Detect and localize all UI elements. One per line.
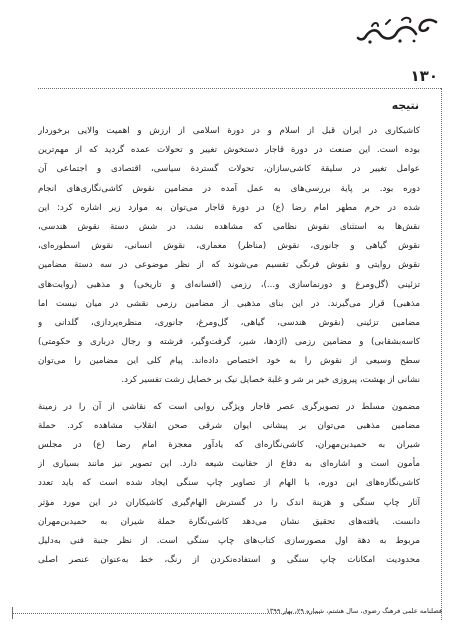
paragraph-2 <box>38 398 420 571</box>
text-line: آثار چاپ سنگی و هزینة اندک را در گسترش الهام‌گیری کاشیکاران در این مورد مؤثر <box>38 497 420 508</box>
journal-logo <box>356 14 442 48</box>
margin-divider <box>441 88 442 620</box>
text-line: بوده است. این صنعت در دورة قاجار دستخوش تغییر و تحولات عمده گردید که از مهم‌ترین <box>38 145 420 156</box>
page-footer <box>12 607 442 619</box>
text-line: کاشیکاری در ایران قبل از اسلام و در دورة اسلامی از ارزش و اهمیت والایی برخوردار <box>38 126 420 136</box>
section-heading: نتیجه <box>391 99 419 112</box>
journal-citation: فصلنامه علمی فرهنگ رضوی، سال هشتم، شماره ۲۹، بهار ۱۳۹۹ <box>266 607 442 615</box>
page-number: ۱۳۰ <box>410 67 438 85</box>
text-line: مربوط به دهة اول مصورسازی کتاب‌های چاپ سنگی است. از نظر جنبة فنی به‌دلیل <box>38 535 420 546</box>
text-line: محدودیت امکانات چاپ سنگی و استفاده‌نکردن از رنگ، خط به‌عنوان عنصر اصلی <box>38 555 420 566</box>
text-line: سطح وسیعی از نقوش را به خود اختصاص داده‌اند. پیام کلی این مضامین را می‌توان <box>38 356 420 367</box>
text-line: کاشی‌نگاره‌های این دوره، با الهام از تصاویر چاپ سنگی ایجاد شده است که باید تعدد <box>38 478 420 489</box>
text-line: مضامین مذهبی می‌توان بر پیشانی ایوان شرقی صحن انقلاب مشاهده کرد. حملة <box>38 420 420 431</box>
text-line: عوامل تغییر در سلیقة کاشی‌سازان، تحولات گستردة سیاسی، اقتصادی و اجتماعی آن <box>38 164 420 175</box>
text-line: شیران به حمیدبن‌مهران، کاشی‌نگاره‌ای که یادآور معجزة امام رضا (ع) در مجلس <box>38 440 420 450</box>
text-line: نقوش گیاهی و جانوری، نقوش (مناظر) معماری، نقوش انسانی، نقوش اسطوره‌ای، <box>38 241 420 252</box>
text-line: مضمون مسلط در تصویرگری عصر قاجار ویژگی روایی است که نقاشی از آن را در زمینة <box>38 401 420 412</box>
text-line: نقش‌ها به استثنای نقوش نظامی که مشاهده نشد، در شش دستة نقوش هندسی، <box>38 221 420 232</box>
text-line: تزئینی (گل‌ومرغ و دورنماسازی و...)، رزمی (افسانه‌ای و تاریخی) و مذهبی (روایت‌های <box>38 279 420 290</box>
text-line: دانست. یافته‌های تحقیق نشان می‌دهد کاشی‌نگارة حملة شیران به حمیدبن‌مهران <box>38 516 420 527</box>
text-line: مأمون است و اشاره‌ای به دفاع از حقانیت شیعه دارد. این تصویر نیز مانند بسیاری از <box>38 459 420 470</box>
text-line: مضامین تزئینی (نقوش هندسی، گیاهی، گل‌ومرغ، جانوری، منظره‌پردازی، گلدانی و <box>38 317 420 328</box>
body-text <box>38 122 420 570</box>
text-line: شده در حرم مطهر امام رضا (ع) در دورة قاجار می‌توان به موارد زیر اشاره کرد: این <box>38 202 420 213</box>
paragraph-1 <box>38 122 420 391</box>
paragraph-gap <box>38 391 420 398</box>
text-line: دوره بود. بر پایة بررسی‌های به عمل آمده در مضامین نقوش کاشی‌نگاری‌های انجام <box>38 183 420 194</box>
text-line: نشانی از بهشت، پیروزی خیر بر شر و غلبة خصایل نیک بر خصایل زشت تفسیر کرد. <box>121 375 420 386</box>
text-line: مذهبی) قرار می‌گیرند. در این بنای مذهبی از مضامین رزمی نقشی در میان نیست اما <box>38 298 420 309</box>
text-line: نقوش روایتی و نقوش فرنگی تقسیم می‌شوند که از نظر موضوعی در سه دستة مضامین <box>38 260 420 271</box>
header-divider <box>38 88 441 89</box>
text-line: کاسه‌بشقابی) و مضامین رزمی (اژدها، شیر، گرفت‌وگیر، فرشته و رجال درباری و حکومتی) <box>38 337 420 348</box>
